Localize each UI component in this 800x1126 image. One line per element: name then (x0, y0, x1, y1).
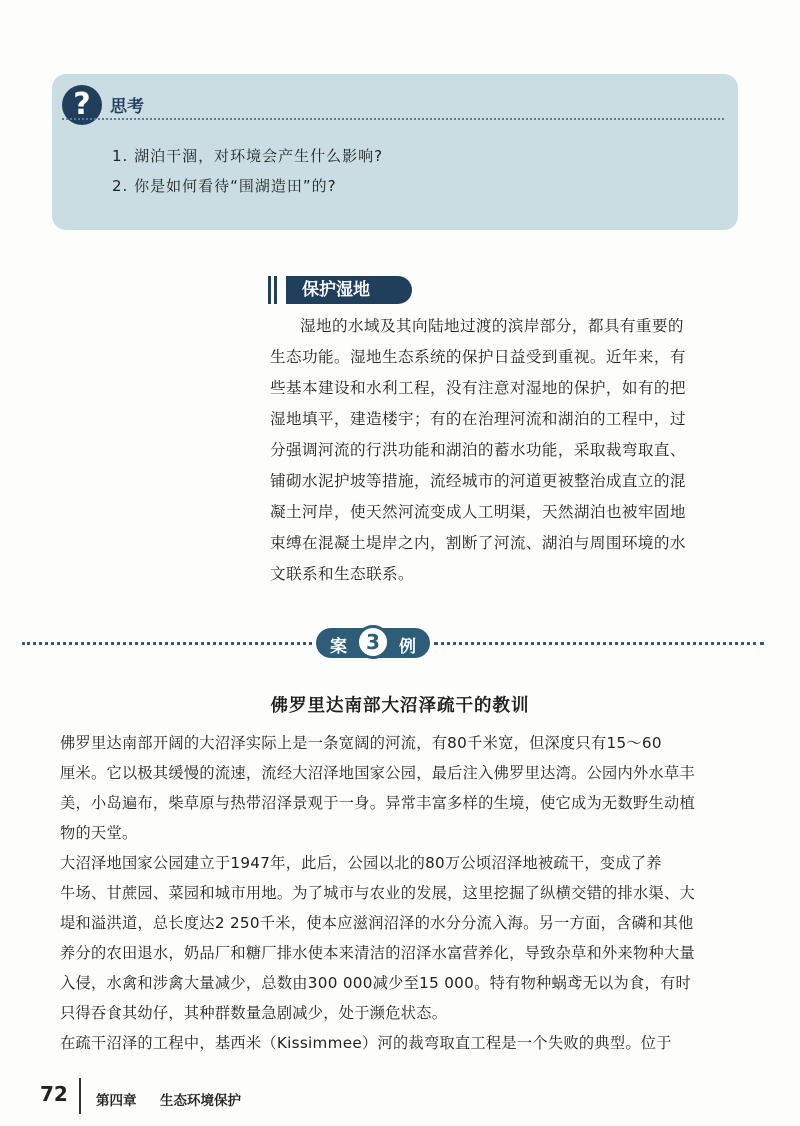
case-line: 物的天堂。 (60, 824, 138, 842)
case-line: 养分的农田退水，奶品厂和糖厂排水使本来清洁的沼泽水富营养化，导致杂草和外来物种大量 (60, 944, 695, 962)
paragraph-line: 文联系和生态联系。 (270, 565, 414, 583)
case-line: 入侵，水禽和涉禽大量减少，总数由300 000减少至15 000。特有物种蜗鸢无以为食，有时 (60, 974, 691, 992)
page-number: 72 (40, 1082, 68, 1106)
question-icon: ? (62, 85, 102, 125)
case-line: 厘米。它以极其缓慢的流速，流经大沼泽地国家公园，最后注入佛罗里达湾。公园内外水草丰 (60, 764, 695, 782)
case-title: 佛罗里达南部大沼泽疏干的教训 (270, 696, 530, 716)
case-badge (316, 628, 430, 658)
footer-divider (79, 1078, 81, 1114)
case-divider-left (22, 642, 312, 645)
case-line: 佛罗里达南部开阔的大沼泽实际上是一条宽阔的河流，有80千米宽，但深度只有15～60 (60, 734, 662, 752)
case-number: 3 (356, 625, 390, 659)
think-question-2: 2. 你是如何看待“围湖造田”的? (112, 177, 337, 195)
case-line: 美，小岛遍布，柴草原与热带沼泽景观于一身。异常丰富多样的生境，使它成为无数野生动植 (60, 794, 695, 812)
case-line: 大沼泽地国家公园建立于1947年，此后，公园以北的80万公顷沼泽地被疏干，变成了养 (60, 854, 662, 872)
footer-chapter-title: 生态环境保护 (160, 1093, 241, 1109)
think-box (52, 74, 738, 230)
case-line: 只得吞食其幼仔，其种群数量急剧减少，处于濒危状态。 (60, 1004, 448, 1022)
paragraph-line: 铺砌水泥护坡等措施，流经城市的河道更被整治成直立的混 (270, 472, 686, 490)
paragraph-line: 湿地填平，建造楼宇；有的在治理河流和湖泊的工程中，过 (270, 410, 686, 428)
paragraph-line: 湿地的水域及其向陆地过渡的滨岸部分，都具有重要的 (300, 317, 684, 335)
paragraph-line: 生态功能。湿地生态系统的保护日益受到重视。近年来，有 (270, 348, 686, 366)
paragraph-line: 分强调河流的行洪功能和湖泊的蓄水功能，采取裁弯取直、 (270, 441, 686, 459)
think-title: 思考 (110, 97, 144, 117)
think-question-1: 1. 湖泊干涸，对环境会产生什么影响? (112, 147, 384, 165)
paragraph-line: 凝土河岸，使天然河流变成人工明渠，天然湖泊也被牢固地 (270, 503, 686, 521)
paragraph-line: 束缚在混凝土堤岸之内，割断了河流、湖泊与周围环境的水 (270, 534, 686, 552)
case-divider-right (434, 642, 764, 645)
dotted-divider (62, 118, 724, 120)
case-line: 堤和溢洪道，总长度达2 250千米，使本应滋润沼泽的水分分流入海。另一方面，含磷和其他 (60, 914, 694, 932)
paragraph-line: 些基本建设和水利工程，没有注意对湿地的保护，如有的把 (270, 379, 686, 397)
case-line: 牛场、甘蔗园、菜园和城市用地。为了城市与农业的发展，这里挖掘了纵横交错的排水渠、大 (60, 884, 695, 902)
footer-chapter: 第四章 (96, 1093, 137, 1109)
case-line: 在疏干沼泽的工程中，基西米（Kissimmee）河的裁弯取直工程是一个失败的典型。位于 (60, 1034, 672, 1052)
section-marker-icon (268, 276, 282, 304)
case-label-left: 案 (330, 637, 347, 657)
case-label-right: 例 (399, 637, 416, 657)
section-heading: 保护湿地 (286, 276, 412, 304)
